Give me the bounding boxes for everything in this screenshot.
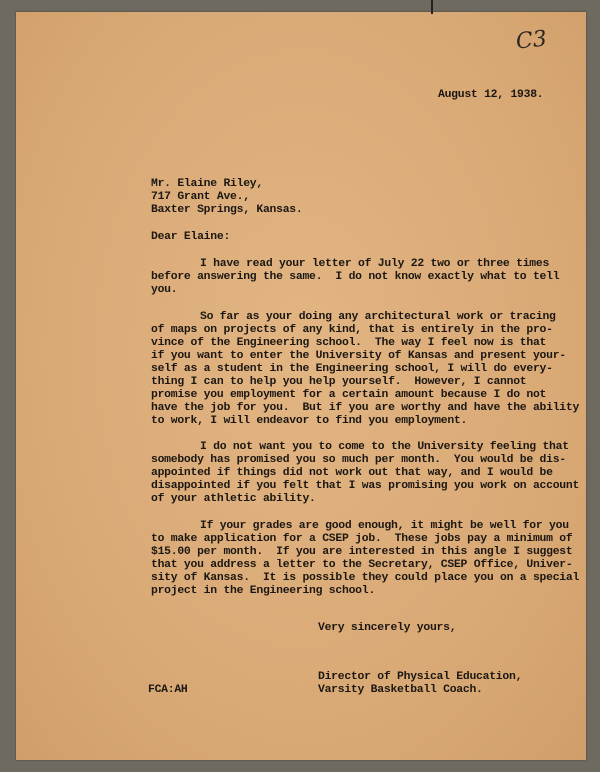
typist-initials: FCA:AH	[148, 684, 188, 696]
paragraph-line: if you want to enter the University of Kansas and present your-	[151, 350, 566, 362]
paragraph-line: vince of the Engineering school. The way I feel now is that	[151, 337, 547, 349]
closing: Very sincerely yours,	[318, 622, 457, 634]
letter-date: August 12, 1938.	[438, 89, 544, 101]
signature-title-line: Varsity Basketball Coach.	[318, 684, 483, 696]
paragraph-line: So far as your doing any architectural work or tracing	[200, 311, 556, 323]
recipient-name: Mr. Elaine Riley,	[151, 178, 263, 190]
paragraph-line: I have read your letter of July 22 two or three times	[200, 258, 550, 270]
recipient-city: Baxter Springs, Kansas.	[151, 204, 303, 216]
recipient-street: 717 Grant Ave.,	[151, 191, 250, 203]
paragraph-line: $15.00 per month. If you are interested in this angle I suggest	[151, 546, 573, 558]
paragraph-line: have the job for you. But if you are worthy and have the ability	[151, 402, 580, 414]
signature-title-line: Director of Physical Education,	[318, 671, 523, 683]
paragraph-line: thing I can to help you help yourself. However, I cannot	[151, 376, 527, 388]
paragraph-line: self as a student in the Engineering school, I will do every-	[151, 363, 553, 375]
salutation: Dear Elaine:	[151, 231, 231, 243]
paragraph-line: I do not want you to come to the University feeling that	[200, 441, 569, 453]
paragraph-line: sity of Kansas. It is possible they could place you on a special	[151, 572, 580, 584]
paragraph-line: before answering the same. I do not know exactly what to tell	[151, 271, 560, 283]
paragraph-line: of maps on projects of any kind, that is entirely in the pro-	[151, 324, 553, 336]
paragraph-line: that you address a letter to the Secretary, CSEP Office, Univer-	[151, 559, 573, 571]
paragraph-line: appointed if things did not work out that way, and I would be	[151, 467, 553, 479]
paragraph-line: promise you employment for a certain amount because I do not	[151, 389, 547, 401]
paragraph-line: to work, I will endeavor to find you employment.	[151, 415, 468, 427]
handwritten-annotation: C3	[514, 26, 549, 55]
paragraph-line: of your athletic ability.	[151, 493, 316, 505]
paragraph-line: to make application for a CSEP job. These jobs pay a minimum of	[151, 533, 573, 545]
paragraph-line: If your grades are good enough, it might be well for you	[200, 520, 569, 532]
paragraph-line: you.	[151, 284, 178, 296]
paragraph-line: project in the Engineering school.	[151, 585, 375, 597]
paragraph-line: disappointed if you felt that I was promising you work on account	[151, 480, 580, 492]
paragraph-line: somebody has promised you so much per month. You would be dis-	[151, 454, 566, 466]
margin-mark	[431, 0, 433, 14]
